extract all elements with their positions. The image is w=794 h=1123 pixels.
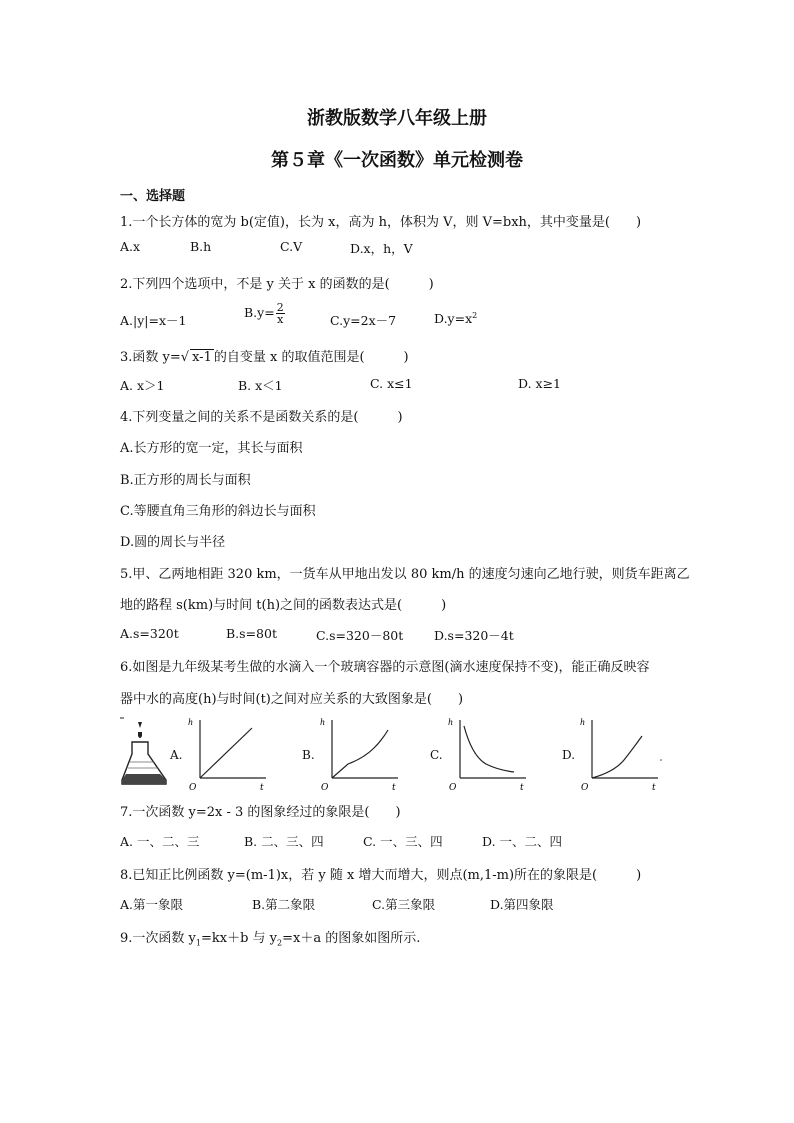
question-9-text (120, 927, 420, 948)
y-axis-label: h (188, 718, 194, 727)
question-5-text-line1: 5.甲、乙两地相距 320 km，一货车从甲地出发以 80 km/h 的速度匀速向乙地行驶，则货车距离乙 (120, 567, 690, 582)
q9-subscript-2: 2 (277, 938, 283, 948)
y-axis-label: h (580, 718, 586, 727)
graph-d (578, 716, 664, 792)
water-drop-top (138, 722, 142, 728)
q7-option-b: B. 二、三、四 (244, 834, 324, 849)
q5-option-a: A.s=320t (120, 626, 179, 641)
origin-label: O (321, 783, 329, 792)
q7-option-a: A. 一、二、三 (120, 834, 200, 849)
q4-option-a: A.长方形的宽一定，其长与面积 (120, 441, 303, 456)
q2-option-b-fraction (276, 302, 285, 325)
q2-option-a: A.|y|=x－1 (120, 313, 187, 328)
q2-option-d-exponent: 2 (472, 311, 478, 320)
q4-option-d: D.圆的周长与半径 (120, 535, 226, 550)
q4-option-b: B.正方形的周长与面积 (120, 473, 251, 488)
question-6-text-line2: 器中水的高度(h)与时间(t)之间对应关系的大致图象是( ) (120, 692, 464, 707)
graph-b-curve (332, 730, 388, 778)
x-axis-label: t (260, 783, 264, 792)
graph-a (186, 716, 270, 792)
question-1-text: 1.一个长方体的宽为 b(定值)，长为 x，高为 h，体积为 V，则 V=bxh，其中变量是( ) (120, 215, 642, 230)
q3-option-b: B. x＜1 (238, 378, 283, 393)
document-title: 浙教版数学八年级上册 (307, 108, 487, 129)
origin-label: O (449, 783, 457, 792)
q3-option-c: C. x≤1 (370, 376, 413, 391)
fraction-numerator: 2 (276, 301, 284, 314)
y-axis-label: h (448, 718, 454, 727)
question-7-text: 7.一次函数 y=2x - 3 的图象经过的象限是( ) (120, 805, 401, 820)
graph-b (318, 716, 402, 792)
graph-b-label: B. (302, 748, 315, 762)
q4-option-c: C.等腰直角三角形的斜边长与面积 (120, 504, 316, 519)
q2-option-d (434, 311, 477, 326)
q3-prefix: 3.函数 y= (120, 350, 181, 365)
beaker-figure (118, 716, 174, 788)
q1-option-b: B.h (190, 239, 212, 254)
q1-option-d: D.x，h，V (350, 241, 413, 256)
document-subtitle: 第５章《一次函数》单元检测卷 (271, 150, 523, 171)
sqrt-sign: √ (180, 350, 190, 365)
q5-option-c: C.s=320－80t (316, 628, 404, 643)
x-axis-label: t (392, 783, 396, 792)
question-5-text-line2: 地的路程 s(km)与时间 t(h)之间的函数表达式是( ) (120, 598, 447, 613)
q8-option-b: B.第二象限 (252, 897, 316, 912)
q8-option-c: C.第三象限 (372, 897, 436, 912)
sqrt-content: x-1 (192, 350, 212, 365)
x-axis-label: t (520, 783, 524, 792)
graph-c-label: C. (430, 748, 443, 762)
q2-option-b-prefix: B.y= (244, 305, 275, 320)
graph-a-label: A. (170, 748, 183, 762)
q2-option-d-prefix: D.y=x (434, 311, 473, 327)
q3-option-a: A. x＞1 (120, 378, 165, 393)
graph-c (446, 716, 530, 792)
q3-option-d: D. x≥1 (518, 376, 561, 391)
q1-option-c: C.V (280, 239, 303, 254)
question-4-text: 4.下列变量之间的关系不是函数关系的是( ) (120, 410, 403, 425)
water-drop-middle (138, 732, 142, 738)
section-heading: 一、选择题 (120, 189, 186, 204)
q7-option-c: C. 一、三、四 (363, 834, 443, 849)
graph-d-label: D. (562, 748, 576, 762)
q2-option-c: C.y=2x－7 (330, 313, 397, 328)
question-3-text (120, 346, 409, 365)
origin-label: O (189, 783, 197, 792)
graph-d-curve (592, 736, 642, 778)
q8-option-d: D.第四象限 (490, 897, 554, 912)
fraction-denominator: x (277, 313, 284, 326)
q9-part-1: 9.一次函数 y (120, 931, 196, 946)
q9-part-2: =kx＋b 与 y (200, 931, 278, 946)
question-6-text-line1: 6.如图是九年级某考生做的水滴入一个玻璃容器的示意图(滴水速度保持不变)，能正确反映容 (120, 660, 650, 675)
q9-subscript-1: 1 (195, 938, 201, 948)
origin-label: O (581, 783, 589, 792)
y-axis-label: h (320, 718, 326, 727)
question-8-text: 8.已知正比例函数 y=(m-1)x，若 y 随 x 增大而增大，则点(m,1-m)所在的象限是( ) (120, 868, 642, 883)
x-axis-label: t (652, 783, 656, 792)
question-2-text: 2.下列四个选项中，不是 y 关于 x 的函数的是( ) (120, 277, 434, 292)
q5-option-d: D.s=320－4t (434, 628, 514, 643)
q7-option-d: D. 一、二、四 (482, 834, 563, 849)
graph-c-curve (464, 726, 514, 772)
q1-option-a: A.x (120, 239, 141, 254)
q9-part-3: =x＋a 的图象如图所示. (282, 931, 421, 946)
graph-a-curve (200, 728, 252, 778)
q5-option-b: B.s=80t (226, 626, 277, 641)
q3-suffix: 的自变量 x 的取值范围是( ) (213, 350, 409, 365)
q8-option-a: A.第一象限 (120, 897, 184, 912)
q2-option-b (244, 302, 286, 325)
beaker-water (122, 774, 166, 784)
